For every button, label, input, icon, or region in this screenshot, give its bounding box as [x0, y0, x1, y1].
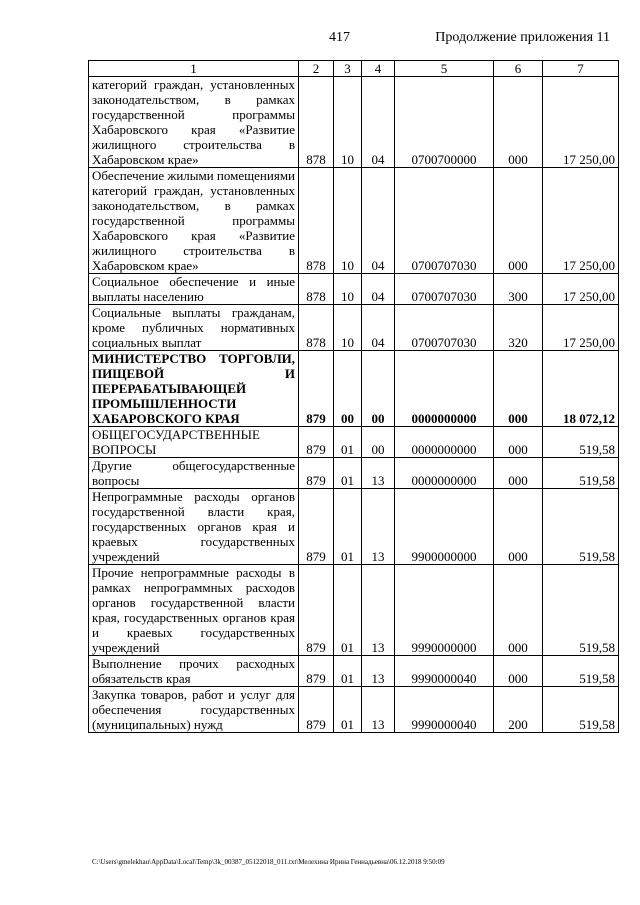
budget-table — [88, 60, 619, 733]
row-name-cell: Непрограммные расходы органов государственной власти края, государственных органов края и краевых государственных учреждений — [89, 489, 299, 565]
target-item-cell: 9900000000 — [395, 489, 494, 565]
subsection-code-cell: 04 — [362, 77, 395, 168]
column-header: 1 — [89, 61, 299, 77]
section-code-cell: 01 — [334, 687, 362, 733]
column-header: 5 — [395, 61, 494, 77]
subsection-code-cell: 04 — [362, 305, 395, 351]
expense-type-cell: 320 — [494, 305, 543, 351]
section-code-cell: 01 — [334, 656, 362, 687]
amount-cell: 519,58 — [543, 656, 619, 687]
target-item-cell: 0000000000 — [395, 351, 494, 427]
subsection-code-cell: 13 — [362, 489, 395, 565]
column-header: 3 — [334, 61, 362, 77]
section-code-cell: 10 — [334, 305, 362, 351]
column-number-row — [89, 61, 619, 77]
ministry-code-cell: 878 — [299, 305, 334, 351]
row-name-cell: Социальное обеспечение и иные выплаты населению — [89, 274, 299, 305]
ministry-code-cell: 879 — [299, 351, 334, 427]
table-row — [89, 351, 619, 427]
expense-type-cell: 000 — [494, 458, 543, 489]
target-item-cell: 0000000000 — [395, 458, 494, 489]
target-item-cell: 0700707030 — [395, 274, 494, 305]
table-row — [89, 77, 619, 168]
column-header: 2 — [299, 61, 334, 77]
ministry-code-cell: 878 — [299, 274, 334, 305]
target-item-cell: 9990000000 — [395, 565, 494, 656]
row-name-cell: Социальные выплаты гражданам, кроме публичных нормативных социальных выплат — [89, 305, 299, 351]
expense-type-cell: 000 — [494, 656, 543, 687]
page-number: 417 — [329, 30, 350, 45]
column-header: 6 — [494, 61, 543, 77]
section-code-cell: 10 — [334, 77, 362, 168]
expense-type-cell: 200 — [494, 687, 543, 733]
amount-cell: 17 250,00 — [543, 77, 619, 168]
subsection-code-cell: 00 — [362, 427, 395, 458]
ministry-code-cell: 878 — [299, 168, 334, 274]
target-item-cell: 0700707030 — [395, 305, 494, 351]
target-item-cell: 9990000040 — [395, 687, 494, 733]
subsection-code-cell: 13 — [362, 656, 395, 687]
table-row — [89, 305, 619, 351]
row-name-cell: Закупка товаров, работ и услуг для обеспечения государственных (муниципальных) нужд — [89, 687, 299, 733]
ministry-code-cell: 879 — [299, 427, 334, 458]
file-path-footer: C:\Users\gmelekhau\AppData\Local\Temp\3k_00387_05122018_011.txt\Мелехина Ирина Геннадьевна\06.12.2018 9:50:09 — [92, 858, 445, 866]
expense-type-cell: 000 — [494, 77, 543, 168]
expense-type-cell: 300 — [494, 274, 543, 305]
expense-type-cell: 000 — [494, 565, 543, 656]
table-row — [89, 168, 619, 274]
subsection-code-cell: 04 — [362, 274, 395, 305]
amount-cell: 519,58 — [543, 687, 619, 733]
table-body — [89, 77, 619, 733]
amount-cell: 17 250,00 — [543, 168, 619, 274]
row-name-cell: категорий граждан, установленных законодательством, в рамках государственной программы Хабаровского края «Развитие жилищного строительства в Хабаровском крае» — [89, 77, 299, 168]
subsection-code-cell: 13 — [362, 565, 395, 656]
expense-type-cell: 000 — [494, 168, 543, 274]
expense-type-cell: 000 — [494, 351, 543, 427]
page-caption: Продолжение приложения 11 — [435, 30, 610, 45]
column-header: 4 — [362, 61, 395, 77]
target-item-cell: 0700707030 — [395, 168, 494, 274]
expense-type-cell: 000 — [494, 427, 543, 458]
table-row — [89, 274, 619, 305]
row-name-cell: ОБЩЕГОСУДАРСТВЕННЫЕ ВОПРОСЫ — [89, 427, 299, 458]
row-name-cell: Выполнение прочих расходных обязательств края — [89, 656, 299, 687]
section-code-cell: 01 — [334, 458, 362, 489]
section-code-cell: 01 — [334, 565, 362, 656]
table-row — [89, 489, 619, 565]
amount-cell: 519,58 — [543, 565, 619, 656]
target-item-cell: 0000000000 — [395, 427, 494, 458]
amount-cell: 18 072,12 — [543, 351, 619, 427]
ministry-code-cell: 879 — [299, 458, 334, 489]
subsection-code-cell: 13 — [362, 687, 395, 733]
table-row — [89, 427, 619, 458]
amount-cell: 519,58 — [543, 458, 619, 489]
amount-cell: 17 250,00 — [543, 274, 619, 305]
ministry-code-cell: 879 — [299, 656, 334, 687]
expense-type-cell: 000 — [494, 489, 543, 565]
target-item-cell: 0700700000 — [395, 77, 494, 168]
ministry-code-cell: 879 — [299, 489, 334, 565]
table-row — [89, 687, 619, 733]
section-code-cell: 10 — [334, 168, 362, 274]
section-code-cell: 01 — [334, 489, 362, 565]
table-row — [89, 565, 619, 656]
row-name-cell: Обеспечение жилыми помещениями категорий граждан, установленных законодательством, в рамках государственной программы Хабаровского края «Развитие жилищного строительства в Хабаровском крае» — [89, 168, 299, 274]
table-row — [89, 458, 619, 489]
amount-cell: 519,58 — [543, 427, 619, 458]
column-header: 7 — [543, 61, 619, 77]
section-code-cell: 00 — [334, 351, 362, 427]
row-name-cell: Другие общегосударственные вопросы — [89, 458, 299, 489]
ministry-code-cell: 879 — [299, 687, 334, 733]
subsection-code-cell: 13 — [362, 458, 395, 489]
row-name-cell: Прочие непрограммные расходы в рамках непрограммных расходов органов государственной власти края, государственных органов края и краевых государственных учреждений — [89, 565, 299, 656]
table-row — [89, 656, 619, 687]
ministry-code-cell: 878 — [299, 77, 334, 168]
amount-cell: 17 250,00 — [543, 305, 619, 351]
subsection-code-cell: 00 — [362, 351, 395, 427]
section-code-cell: 01 — [334, 427, 362, 458]
section-code-cell: 10 — [334, 274, 362, 305]
row-name-cell: МИНИСТЕРСТВО ТОРГОВЛИ, ПИЩЕВОЙ И ПЕРЕРАБАТЫВАЮЩЕЙ ПРОМЫШЛЕННОСТИ ХАБАРОВСКОГО КРАЯ — [89, 351, 299, 427]
subsection-code-cell: 04 — [362, 168, 395, 274]
ministry-code-cell: 879 — [299, 565, 334, 656]
target-item-cell: 9990000040 — [395, 656, 494, 687]
amount-cell: 519,58 — [543, 489, 619, 565]
